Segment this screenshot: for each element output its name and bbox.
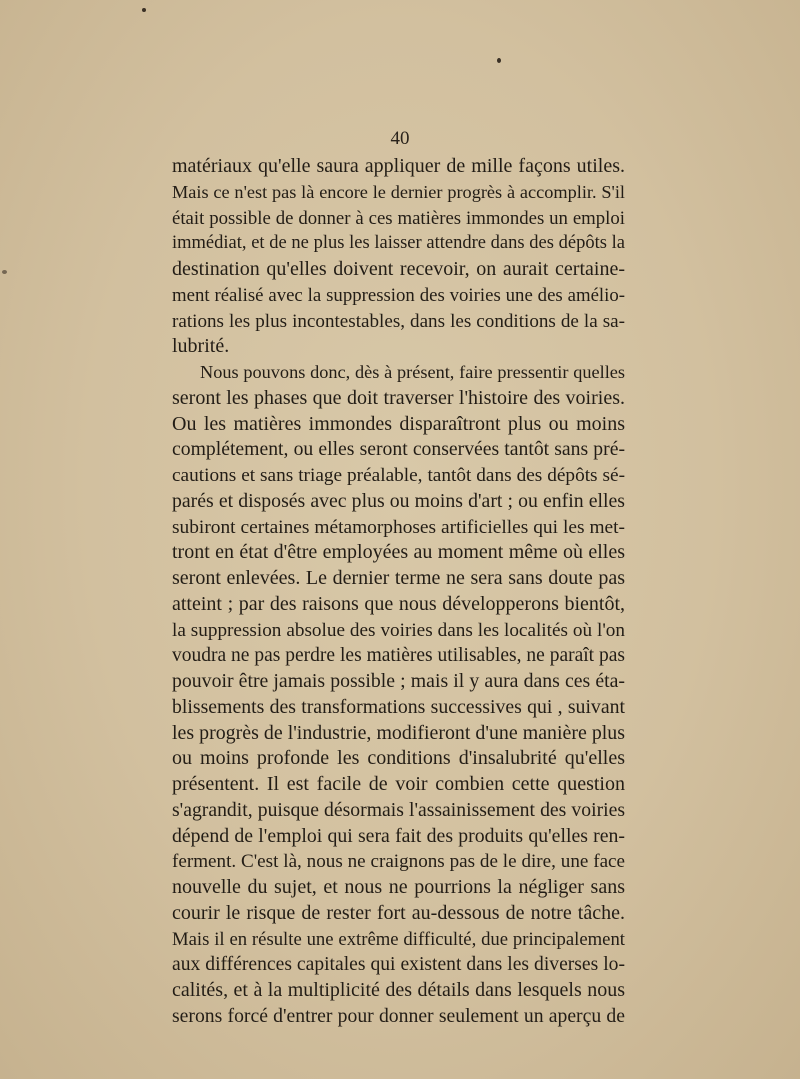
text-line: Nous pouvons donc, dès à présent, faire pressentir quelles <box>200 362 625 382</box>
text-line: dépend de l'emploi qui sera fait des produits qu'elles ren- <box>172 824 625 847</box>
text-line: pouvoir être jamais possible ; mais il y aura dans ces éta- <box>172 670 625 692</box>
text-line: serons forcé d'entrer pour donner seulement un aperçu de <box>172 1004 625 1027</box>
text-line: rations les plus incontestables, dans les conditions de la sa- <box>172 310 625 332</box>
text-line: seront les phases que doit traverser l'histoire des voiries. <box>172 386 625 409</box>
text-line: Ou les matières immondes disparaîtront plus ou moins <box>172 412 625 435</box>
ink-speck <box>2 270 7 274</box>
text-line: Mais ce n'est pas là encore le dernier progrès à accomplir. S'il <box>172 181 625 202</box>
text-line: cautions et sans triage préalable, tantôt dans des dépôts sé- <box>172 465 625 486</box>
text-line: destination qu'elles doivent recevoir, on aurait certaine- <box>172 258 625 280</box>
text-line: seront enlevées. Le dernier terme ne sera sans doute pas <box>172 567 625 589</box>
text-line: immédiat, et de ne plus les laisser attendre dans des dépôts la <box>172 233 625 254</box>
text-line: Mais il en résulte une extrême difficulté, due principalement <box>172 928 625 950</box>
text-line: calités, et à la multiplicité des détails dans lesquels nous <box>172 979 625 1001</box>
text-line: complétement, ou elles seront conservées tantôt sans pré- <box>172 438 625 461</box>
ink-speck <box>497 58 501 63</box>
text-line: voudra ne pas perdre les matières utilisables, ne paraît pas <box>172 645 625 667</box>
text-line: était possible de donner à ces matières immondes un emploi <box>172 207 625 229</box>
text-line: ou moins profonde les conditions d'insalubrité qu'elles <box>172 747 625 770</box>
text-line: matériaux qu'elle saura appliquer de mille façons utiles. <box>172 155 625 177</box>
page-number: 40 <box>390 128 410 149</box>
text-line: la suppression absolue des voiries dans les localités où l'on <box>172 619 625 641</box>
ink-speck <box>142 8 146 12</box>
text-line: les progrès de l'industrie, modifieront d'une manière plus <box>172 721 625 744</box>
text-line: ferment. C'est là, nous ne craignons pas de le dire, une face <box>172 851 625 873</box>
body-text <box>172 154 625 1030</box>
text-line: atteint ; par des raisons que nous développerons bientôt, <box>172 592 625 615</box>
text-line: ment réalisé avec la suppression des voiries une des amélio- <box>172 284 625 306</box>
text-line: aux différences capitales qui existent dans les diverses lo- <box>172 954 625 976</box>
text-line: nouvelle du sujet, et nous ne pourrions la négliger sans <box>172 876 625 898</box>
text-line: s'agrandit, puisque désormais l'assainissement des voiries <box>172 798 625 821</box>
text-line: courir le risque de rester fort au-dessous de notre tâche. <box>172 901 625 924</box>
text-line: présentent. Il est facile de voir combien cette question <box>172 773 625 795</box>
text-line: lubrité. <box>172 335 230 358</box>
text-line: subiront certaines métamorphoses artificielles qui les met- <box>172 516 625 538</box>
text-line: blissements des transformations successives qui , suivant <box>172 695 625 718</box>
text-line: parés et disposés avec plus ou moins d'art ; ou enfin elles <box>172 489 625 512</box>
text-line: tront en état d'être employées au moment même où elles <box>172 541 625 564</box>
